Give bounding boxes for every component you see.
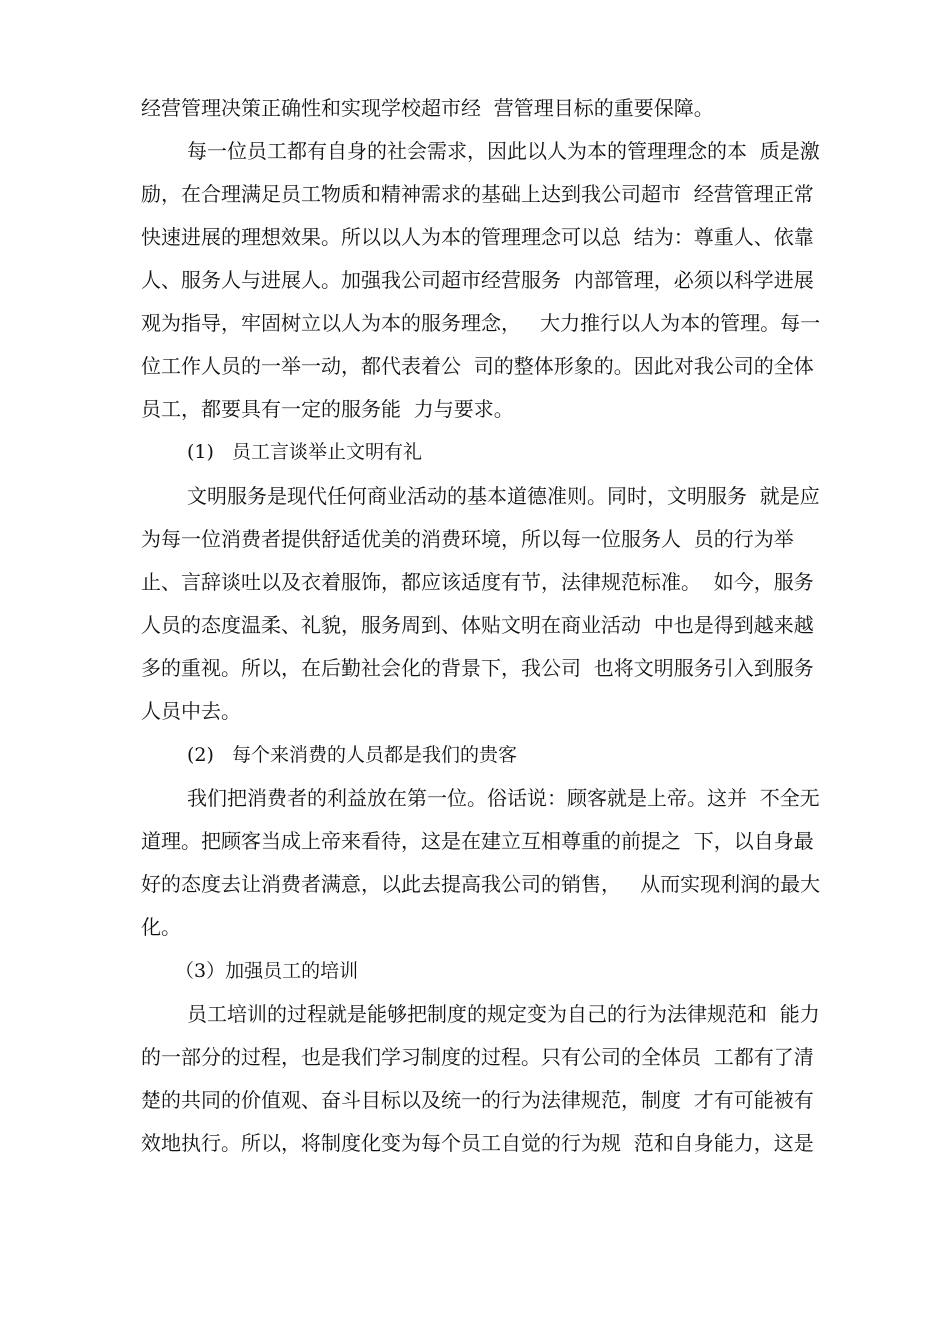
text-line: 每一位员工都有自身的社会需求，因此以人为本的管理理念的本 质是激 bbox=[187, 139, 820, 163]
text-line: 我们把消费者的利益放在第一位。俗话说：顾客就是上帝。这并 不全无 bbox=[187, 786, 820, 810]
section-heading: (2) 每个来消费的人员都是我们的贵客 bbox=[187, 744, 518, 766]
text-line: 励，在合理满足员工物质和精神需求的基础上达到我公司超市 经营管理正常 bbox=[141, 182, 814, 206]
text-line: 员工培训的过程就是能够把制度的规定变为自己的行为法律规范和 能力 bbox=[187, 1002, 820, 1026]
text-line: 的一部分的过程，也是我们学习制度的过程。只有公司的全体员 工都有了清 bbox=[141, 1045, 814, 1069]
text-line: 快速进展的理想效果。所以以人为本的管理理念可以总 结为：尊重人、依靠 bbox=[141, 225, 814, 249]
text-line: 化。 bbox=[141, 915, 181, 939]
text-line: 员工，都要具有一定的服务能 力与要求。 bbox=[141, 397, 514, 421]
section-heading: (1) 员工言谈举止文明有礼 bbox=[187, 441, 423, 463]
text-line: 多的重视。所以，在后勤社会化的背景下，我公司 也将文明服务引入到服务 bbox=[141, 656, 814, 680]
text-line: 楚的共同的价值观、奋斗目标以及统一的行为法律规范，制度 才有可能被有 bbox=[141, 1088, 814, 1112]
text-line: 位工作人员的一举一动，都代表着公 司的整体形象的。因此对我公司的全体 bbox=[141, 354, 814, 378]
text-line: 为每一位消费者提供舒适优美的消费环境，所以每一位服务人 员的行为举 bbox=[141, 527, 794, 551]
text-line: 经营管理决策正确性和实现学校超市经 营管理目标的重要保障。 bbox=[141, 96, 714, 120]
text-line: 观为指导，牢固树立以人为本的服务理念， 大力推行以人为本的管理。每一 bbox=[141, 311, 821, 335]
text-line: 效地执行。所以，将制度化变为每个员工自觉的行为规 范和自身能力，这是 bbox=[141, 1131, 814, 1155]
text-line: 好的态度去让消费者满意，以此去提高我公司的销售， 从而实现利润的最大 bbox=[141, 872, 821, 896]
text-line: 止、言辞谈吐以及衣着服饰，都应该适度有节，法律规范标准。 如今，服务 bbox=[141, 570, 814, 594]
text-line: 人员的态度温柔、礼貌，服务周到、体贴文明在商业活动 中也是得到越来越 bbox=[141, 613, 814, 637]
text-line: 人员中去。 bbox=[141, 699, 241, 723]
section-heading: （3）加强员工的培训 bbox=[175, 960, 359, 982]
text-line: 道理。把顾客当成上帝来看待，这是在建立互相尊重的前提之 下，以自身最 bbox=[141, 829, 814, 853]
text-line: 文明服务是现代任何商业活动的基本道德准则。同时，文明服务 就是应 bbox=[187, 484, 820, 508]
text-line: 人、服务人与进展人。加强我公司超市经营服务 内部管理，必须以科学进展 bbox=[141, 268, 814, 292]
